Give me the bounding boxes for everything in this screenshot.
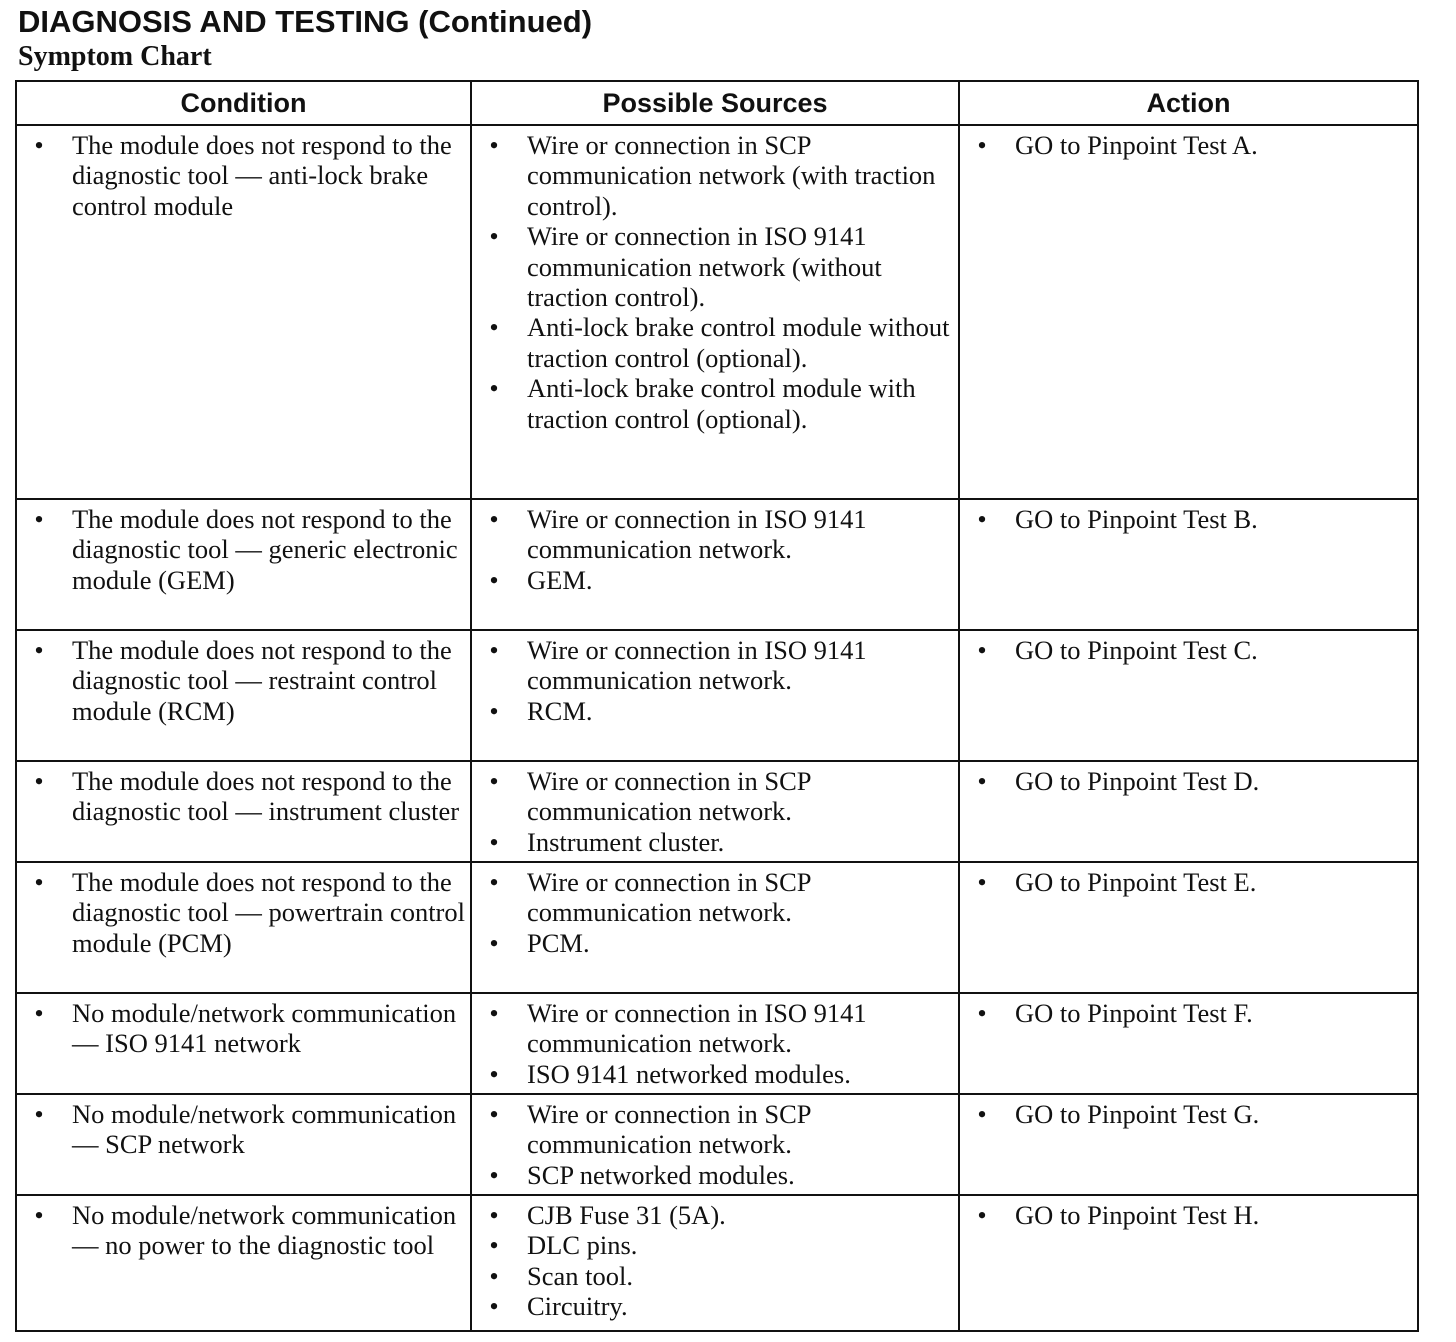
- list-item: [17, 1200, 466, 1261]
- bullet-list: [17, 1095, 470, 1160]
- action-cell: [959, 1094, 1418, 1195]
- possible-sources-cell: [471, 1094, 959, 1195]
- bullet-list: [17, 500, 470, 595]
- list-item-text: Scan tool.: [527, 1260, 633, 1291]
- bullet-icon: •: [489, 867, 499, 897]
- list-item: [17, 867, 466, 958]
- list-item: [472, 312, 954, 373]
- bullet-list: [17, 126, 470, 221]
- bullet-icon: •: [977, 867, 987, 897]
- symptom-chart-table: [15, 80, 1419, 1332]
- bullet-list: [960, 1095, 1417, 1129]
- bullet-list: [960, 863, 1417, 897]
- condition-cell: [16, 1195, 471, 1331]
- list-item-text: Wire or connection in SCP communication network.: [527, 766, 811, 827]
- list-item: [472, 1200, 954, 1230]
- condition-cell: [16, 125, 471, 499]
- list-item-text: GO to Pinpoint Test D.: [1015, 766, 1260, 796]
- list-item-text: Wire or connection in ISO 9141 communication network (without traction control).: [527, 221, 882, 313]
- possible-sources-cell: [471, 630, 959, 761]
- list-item-text: GO to Pinpoint Test C.: [1015, 635, 1258, 665]
- bullet-icon: •: [489, 564, 499, 595]
- list-item: [960, 504, 1413, 534]
- bullet-icon: •: [489, 766, 499, 796]
- bullet-icon: •: [489, 998, 499, 1028]
- list-item: [472, 928, 954, 958]
- table-row: [16, 499, 1418, 630]
- action-cell: [959, 125, 1418, 499]
- list-item: [472, 827, 954, 857]
- possible-sources-cell: [471, 993, 959, 1094]
- possible-sources-cell: [471, 499, 959, 630]
- list-item: [472, 867, 954, 928]
- page-title: DIAGNOSIS AND TESTING (Continued): [18, 4, 593, 39]
- bullet-icon: •: [34, 998, 44, 1028]
- possible-sources-cell: [471, 761, 959, 862]
- bullet-icon: •: [34, 504, 44, 534]
- list-item: [17, 130, 466, 221]
- bullet-list: [472, 1196, 958, 1322]
- list-item: [960, 867, 1413, 897]
- list-item-text: Wire or connection in SCP communication network.: [527, 1099, 811, 1160]
- list-item-text: Wire or connection in SCP communication network.: [527, 867, 811, 928]
- list-item: [960, 998, 1413, 1028]
- table-header-row: [16, 81, 1418, 125]
- condition-cell: [16, 1094, 471, 1195]
- action-cell: [959, 1195, 1418, 1331]
- bullet-icon: •: [489, 826, 499, 857]
- list-item-text: GO to Pinpoint Test A.: [1015, 130, 1258, 160]
- list-item: [960, 766, 1413, 796]
- list-item: [472, 373, 954, 434]
- list-item-text: Wire or connection in ISO 9141 communication network.: [527, 998, 867, 1059]
- action-cell: [959, 630, 1418, 761]
- list-item: [472, 1291, 954, 1321]
- bullet-icon: •: [489, 1058, 499, 1089]
- list-item-text: CJB Fuse 31 (5A).: [527, 1200, 726, 1230]
- list-item-text: GO to Pinpoint Test E.: [1015, 867, 1257, 897]
- list-item-text: Anti-lock brake control module with traction control (optional).: [527, 373, 916, 434]
- bullet-icon: •: [977, 1200, 987, 1230]
- bullet-icon: •: [489, 130, 499, 160]
- bullet-icon: •: [489, 373, 499, 404]
- table-row: [16, 862, 1418, 993]
- list-item-text: DLC pins.: [527, 1230, 638, 1261]
- bullet-list: [960, 126, 1417, 160]
- bullet-icon: •: [489, 504, 499, 534]
- bullet-list: [960, 631, 1417, 665]
- bullet-list: [472, 631, 958, 726]
- bullet-list: [17, 762, 470, 827]
- list-item-text: GO to Pinpoint Test F.: [1015, 998, 1253, 1028]
- bullet-icon: •: [489, 635, 499, 665]
- list-item: [472, 1059, 954, 1089]
- list-item: [960, 1200, 1413, 1230]
- bullet-icon: •: [977, 998, 987, 1028]
- bullet-list: [472, 500, 958, 595]
- list-item-text: Anti-lock brake control module without traction control (optional).: [527, 312, 950, 373]
- bullet-list: [17, 994, 470, 1059]
- table-row: [16, 761, 1418, 862]
- list-item-text: The module does not respond to the diagnostic tool — instrument cluster: [72, 766, 460, 827]
- list-item: [17, 1099, 466, 1160]
- list-item-text: Wire or connection in SCP communication network (with traction control).: [527, 130, 936, 221]
- list-item-text: The module does not respond to the diagnostic tool — powertrain control module (PCM): [72, 867, 465, 958]
- list-item-text: GO to Pinpoint Test H.: [1015, 1200, 1260, 1230]
- bullet-list: [472, 126, 958, 434]
- possible-sources-cell: [471, 125, 959, 499]
- list-item: [472, 1099, 954, 1160]
- bullet-icon: •: [489, 221, 499, 252]
- condition-cell: [16, 630, 471, 761]
- bullet-icon: •: [34, 766, 44, 796]
- list-item-text: The module does not respond to the diagnostic tool — generic electronic module (GEM): [72, 504, 458, 595]
- bullet-icon: •: [34, 130, 44, 160]
- list-item-text: GEM.: [527, 564, 593, 595]
- list-item: [472, 504, 954, 565]
- bullet-list: [17, 631, 470, 726]
- list-item-text: Instrument cluster.: [527, 826, 725, 857]
- list-item: [472, 1160, 954, 1190]
- possible-sources-cell: [471, 1195, 959, 1331]
- bullet-icon: •: [489, 695, 499, 726]
- list-item: [17, 635, 466, 726]
- list-item-text: The module does not respond to the diagnostic tool — anti-lock brake control module: [72, 130, 452, 221]
- list-item-text: Wire or connection in ISO 9141 communication network.: [527, 504, 867, 565]
- table-body: [16, 125, 1418, 1331]
- list-item-text: Wire or connection in ISO 9141 communication network.: [527, 635, 867, 696]
- list-item: [472, 1230, 954, 1260]
- table-row: [16, 993, 1418, 1094]
- column-header-possible-sources: Possible Sources: [471, 81, 959, 125]
- list-item: [472, 635, 954, 696]
- list-item-text: No module/network communication — no power to the diagnostic tool: [72, 1200, 457, 1261]
- condition-cell: [16, 499, 471, 630]
- list-item: [17, 766, 466, 827]
- column-header-condition: Condition: [16, 81, 471, 125]
- bullet-icon: •: [977, 635, 987, 665]
- bullet-icon: •: [977, 504, 987, 534]
- bullet-list: [960, 994, 1417, 1028]
- action-cell: [959, 862, 1418, 993]
- list-item-text: The module does not respond to the diagnostic tool — restraint control module (RCM): [72, 635, 452, 726]
- list-item-text: ISO 9141 networked modules.: [527, 1058, 851, 1089]
- bullet-icon: •: [489, 1200, 499, 1230]
- condition-cell: [16, 862, 471, 993]
- list-item-text: PCM.: [527, 927, 590, 958]
- bullet-icon: •: [489, 1291, 499, 1322]
- bullet-icon: •: [977, 766, 987, 796]
- bullet-list: [17, 863, 470, 958]
- bullet-list: [960, 1196, 1417, 1230]
- action-cell: [959, 499, 1418, 630]
- condition-cell: [16, 761, 471, 862]
- table-row: [16, 1195, 1418, 1331]
- list-item-text: No module/network communication — SCP network: [72, 1099, 457, 1160]
- list-item: [472, 766, 954, 827]
- bullet-list: [472, 994, 958, 1089]
- bullet-list: [472, 863, 958, 958]
- list-item-text: Circuitry.: [527, 1291, 628, 1322]
- list-item: [17, 998, 466, 1059]
- chart-title: Symptom Chart: [18, 41, 212, 72]
- list-item: [472, 1261, 954, 1291]
- list-item: [472, 565, 954, 595]
- bullet-icon: •: [34, 1200, 44, 1230]
- column-header-action: Action: [959, 81, 1418, 125]
- table-row: [16, 1094, 1418, 1195]
- bullet-icon: •: [489, 927, 499, 958]
- list-item: [960, 1099, 1413, 1129]
- bullet-icon: •: [34, 867, 44, 897]
- bullet-icon: •: [977, 130, 987, 160]
- bullet-list: [472, 762, 958, 857]
- table-row: [16, 630, 1418, 761]
- bullet-icon: •: [489, 312, 499, 343]
- list-item: [17, 504, 466, 595]
- bullet-list: [17, 1196, 470, 1261]
- possible-sources-cell: [471, 862, 959, 993]
- list-item: [472, 221, 954, 312]
- list-item: [960, 635, 1413, 665]
- table-row: [16, 125, 1418, 499]
- list-item-text: GO to Pinpoint Test G.: [1015, 1099, 1260, 1129]
- bullet-icon: •: [34, 1099, 44, 1129]
- list-item-text: SCP networked modules.: [527, 1159, 795, 1190]
- bullet-list: [960, 762, 1417, 796]
- bullet-list: [960, 500, 1417, 534]
- list-item-text: RCM.: [527, 695, 593, 726]
- bullet-icon: •: [34, 635, 44, 665]
- list-item: [960, 130, 1413, 160]
- list-item: [472, 998, 954, 1059]
- condition-cell: [16, 993, 471, 1094]
- list-item: [472, 130, 954, 221]
- list-item: [472, 696, 954, 726]
- action-cell: [959, 993, 1418, 1094]
- bullet-icon: •: [489, 1230, 499, 1261]
- bullet-icon: •: [489, 1260, 499, 1291]
- action-cell: [959, 761, 1418, 862]
- list-item-text: GO to Pinpoint Test B.: [1015, 504, 1258, 534]
- bullet-icon: •: [489, 1099, 499, 1129]
- bullet-icon: •: [977, 1099, 987, 1129]
- list-item-text: No module/network communication — ISO 9141 network: [72, 998, 457, 1059]
- bullet-icon: •: [489, 1159, 499, 1190]
- bullet-list: [472, 1095, 958, 1190]
